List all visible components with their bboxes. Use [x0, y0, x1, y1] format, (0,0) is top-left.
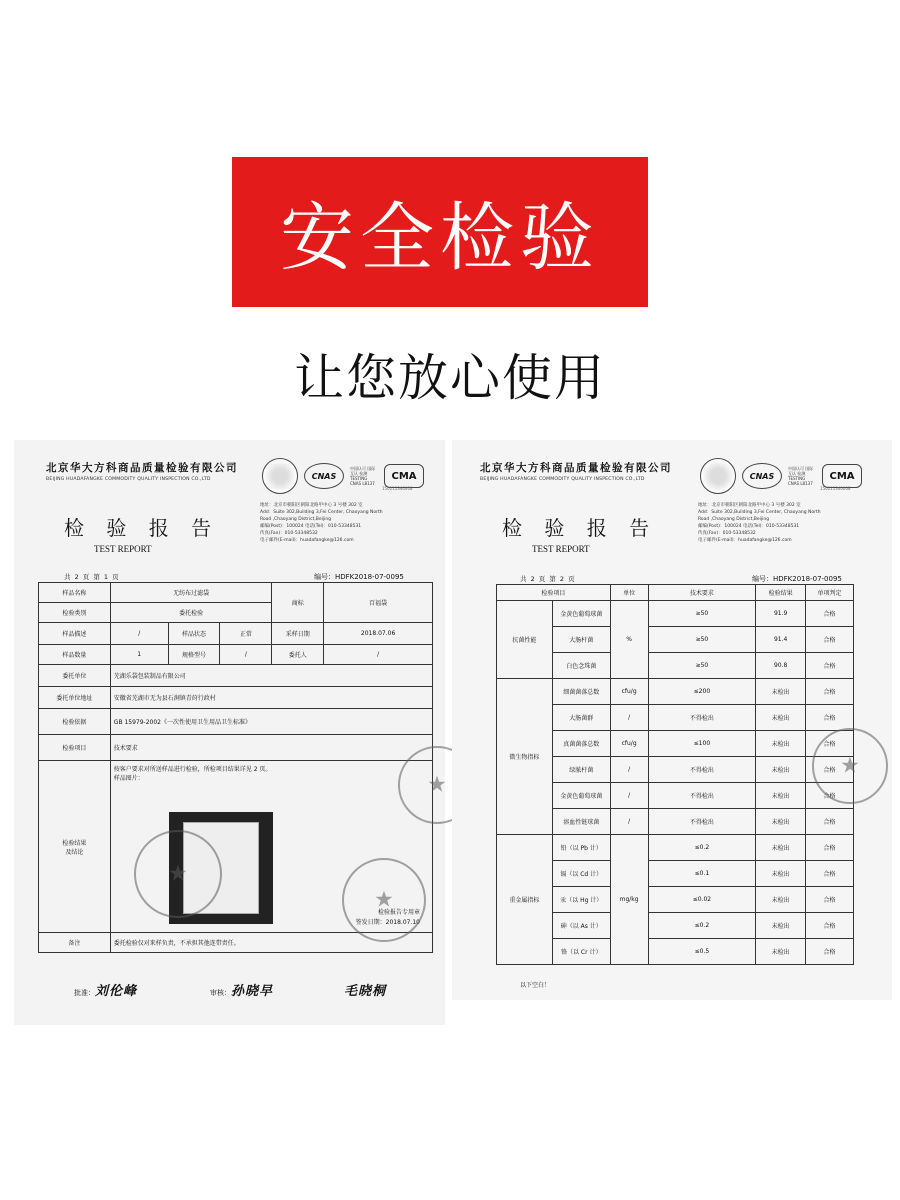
table-row	[497, 835, 854, 861]
item-name: 溶血性链球菌	[552, 809, 610, 835]
unit: cfu/g	[610, 731, 648, 757]
item-name: 砷（以 As 计）	[552, 913, 610, 939]
requirement: ≥50	[648, 601, 756, 627]
requirement: 不得检出	[648, 705, 756, 731]
result: 90.8	[756, 653, 806, 679]
item-name: 绿脓杆菌	[552, 757, 610, 783]
address-block: 地址：北京市朝阳区朝阳北路甲中心 3 号楼 302 室 Add：Suite 302,Building 3,Fei Center, Chaoyang North Road ,Chaoyang District,Beijing 邮编(Post)：100024 电话(Tel)：010-53348531 传真(Fax)：010-53348532 电子邮件(E-mail)：huadafangke@126.com	[260, 503, 383, 543]
value: /	[110, 623, 168, 645]
header-cell: 单位	[610, 585, 648, 601]
title-banner	[232, 157, 648, 307]
org-name-en: BEIJING HUADAFANGKE COMMODITY QUALITY INSPECTION CO.,LTD	[46, 477, 211, 482]
value: 技术要求	[110, 735, 432, 761]
label: 检验结果 及结论	[39, 761, 111, 933]
label: 委托单位地址	[39, 687, 111, 709]
header-row	[497, 585, 854, 601]
test-report-page-1	[14, 440, 445, 1025]
stamp-label: 检验报告专用章	[377, 909, 420, 916]
item-name: 大肠杆菌	[552, 627, 610, 653]
label: 检验项目	[39, 735, 111, 761]
label: 委托单位	[39, 665, 111, 687]
unit: /	[610, 809, 648, 835]
inspection-seal-icon	[342, 858, 426, 942]
label: 检验类别	[39, 603, 111, 623]
page-info: 共 2 页 第 1 页	[64, 573, 120, 581]
requirement: ≥50	[648, 653, 756, 679]
ilac-seal-icon	[262, 458, 298, 494]
label: 委托人	[272, 645, 324, 665]
header-cell: 技术要求	[648, 585, 756, 601]
report-title-cn: 检 验 报 告	[502, 516, 658, 540]
value: 正常	[220, 623, 272, 645]
verdict: 合格	[806, 627, 854, 653]
label: 样品描述	[39, 623, 111, 645]
result: 未检出	[756, 835, 806, 861]
report-title-cn: 检 验 报 告	[64, 516, 220, 540]
verdict: 合格	[806, 601, 854, 627]
requirement: 不得检出	[648, 783, 756, 809]
verdict: 合格	[806, 887, 854, 913]
requirement: ≤100	[648, 731, 756, 757]
label: 样品名称	[39, 583, 111, 603]
value: GB 15979-2002《一次性使用卫生用品卫生标准》	[110, 709, 432, 735]
cma-number: 150111340008	[820, 486, 851, 491]
label: 采样日期	[272, 623, 324, 645]
report-title-en: TEST REPORT	[532, 544, 590, 554]
item-name: 细菌菌落总数	[552, 679, 610, 705]
result: 未检出	[756, 809, 806, 835]
subtitle: 让您放心使用	[294, 349, 606, 407]
requirement: ≤0.5	[648, 939, 756, 965]
item-name: 镉（以 Cd 计）	[552, 861, 610, 887]
report-number: 编号：HDFK2018-07-0095	[752, 575, 842, 583]
value: 委托检验	[110, 603, 272, 623]
cnas-text: 中国认可 国际互认 检测 TESTING CNAS L8137	[788, 466, 814, 486]
author-field: 毛晓桐	[344, 984, 387, 999]
verdict: 合格	[806, 679, 854, 705]
page-info: 共 2 页 第 2 页	[520, 575, 576, 583]
org-name-en: BEIJING HUADAFANGKE COMMODITY QUALITY INSPECTION CO.,LTD	[480, 477, 645, 482]
result: 未检出	[756, 887, 806, 913]
label: 备注	[39, 933, 111, 953]
group-name: 抗菌性能	[497, 601, 553, 679]
cnas-logo: CNAS	[304, 463, 344, 489]
report-title-en: TEST REPORT	[94, 544, 152, 554]
verdict: 合格	[806, 757, 854, 783]
value: 芜湖乐袋包装制品有限公司	[110, 665, 432, 687]
report-number: 编号：HDFK2018-07-0095	[314, 573, 404, 581]
verdict: 合格	[806, 939, 854, 965]
requirement: ≤0.02	[648, 887, 756, 913]
conclusion-text: 按客户要求对所送样品进行检验，所检项目结果详见 2 页。	[113, 766, 272, 773]
value: 安徽省芜湖市无为县石涧镇青莳行政村	[110, 687, 432, 709]
verdict: 合格	[806, 731, 854, 757]
result: 91.4	[756, 627, 806, 653]
cma-logo: CMA	[822, 464, 862, 488]
banner-title: 安全检验	[280, 195, 600, 281]
test-report-page-2	[452, 440, 892, 1000]
value: 委托检验仅对来样负责，不承担其他连带责任。	[110, 933, 432, 953]
item-name: 白色念珠菌	[552, 653, 610, 679]
value: 无纺布过滤袋	[110, 583, 272, 603]
header-cell: 检验项目	[497, 585, 611, 601]
results-table	[496, 584, 854, 965]
requirement: 不得检出	[648, 809, 756, 835]
verdict: 合格	[806, 913, 854, 939]
result: 未检出	[756, 939, 806, 965]
unit: cfu/g	[610, 679, 648, 705]
result: 未检出	[756, 705, 806, 731]
value: 百福袋	[324, 583, 433, 623]
requirement: ≥50	[648, 627, 756, 653]
item-name: 真菌菌落总数	[552, 731, 610, 757]
result: 未检出	[756, 679, 806, 705]
label: 商标	[272, 583, 324, 623]
result: 未检出	[756, 757, 806, 783]
verdict: 合格	[806, 783, 854, 809]
header-cell: 单项判定	[806, 585, 854, 601]
requirement: ≤200	[648, 679, 756, 705]
value: 2018.07.06	[324, 623, 433, 645]
review-field: 审核：孙晓早	[210, 984, 274, 999]
item-name: 铅（以 Pb 计）	[552, 835, 610, 861]
label: 规格型号	[168, 645, 220, 665]
ilac-seal-icon	[700, 458, 736, 494]
verdict: 合格	[806, 705, 854, 731]
cnas-text: 中国认可 国际互认 检测 TESTING CNAS L8137	[350, 466, 376, 486]
unit: /	[610, 705, 648, 731]
org-name-cn: 北京华大方科商品质量检验有限公司	[480, 462, 672, 474]
requirement: ≤0.2	[648, 835, 756, 861]
photo-label: 样品图片：	[113, 775, 144, 782]
requirement: 不得检出	[648, 757, 756, 783]
label: 样品状态	[168, 623, 220, 645]
unit: /	[610, 757, 648, 783]
group-name: 重金属指标	[497, 835, 553, 965]
requirement: ≤0.1	[648, 861, 756, 887]
result: 未检出	[756, 861, 806, 887]
verdict: 合格	[806, 809, 854, 835]
cma-number: 150111340008	[382, 486, 413, 491]
approve-field: 批准：刘伦峰	[74, 984, 138, 999]
table-row	[497, 679, 854, 705]
header-cell: 检验结果	[756, 585, 806, 601]
table-row	[497, 601, 854, 627]
group-name: 微生物指标	[497, 679, 553, 835]
item-name: 金黄色葡萄球菌	[552, 601, 610, 627]
cma-logo: CMA	[384, 464, 424, 488]
requirement: ≤0.2	[648, 913, 756, 939]
address-block: 地址：北京市朝阳区朝阳北路甲中心 3 号楼 302 室 Add：Suite 302,Building 3,Fei Center, Chaoyang North Road ,Chaoyang District,Beijing 邮编(Post)：100024 电话(Tel)：010-53348531 传真(Fax)：010-53348532 电子邮件(E-mail)：huadafangke@126.com	[698, 503, 821, 543]
value: /	[220, 645, 272, 665]
item-name: 汞（以 Hg 计）	[552, 887, 610, 913]
unit: mg/kg	[610, 835, 648, 965]
verdict: 合格	[806, 653, 854, 679]
result: 未检出	[756, 913, 806, 939]
company-seal-icon	[134, 830, 222, 918]
table-footer: 以下空白！	[520, 982, 551, 989]
label: 检验依据	[39, 709, 111, 735]
org-name-cn: 北京华大方科商品质量检验有限公司	[46, 462, 238, 474]
item-name: 铬（以 Cr 计）	[552, 939, 610, 965]
value: /	[324, 645, 433, 665]
item-name: 金黄色葡萄球菌	[552, 783, 610, 809]
verdict: 合格	[806, 835, 854, 861]
page-seal-icon	[812, 728, 888, 804]
result: 未检出	[756, 731, 806, 757]
unit: /	[610, 783, 648, 809]
item-name: 大肠菌群	[552, 705, 610, 731]
unit: %	[610, 601, 648, 679]
value: 1	[110, 645, 168, 665]
result: 91.9	[756, 601, 806, 627]
issue-date: 签发日期：2018.07.10	[355, 919, 420, 926]
label: 样品数量	[39, 645, 111, 665]
verdict: 合格	[806, 861, 854, 887]
cnas-logo: CNAS	[742, 463, 782, 489]
result: 未检出	[756, 783, 806, 809]
